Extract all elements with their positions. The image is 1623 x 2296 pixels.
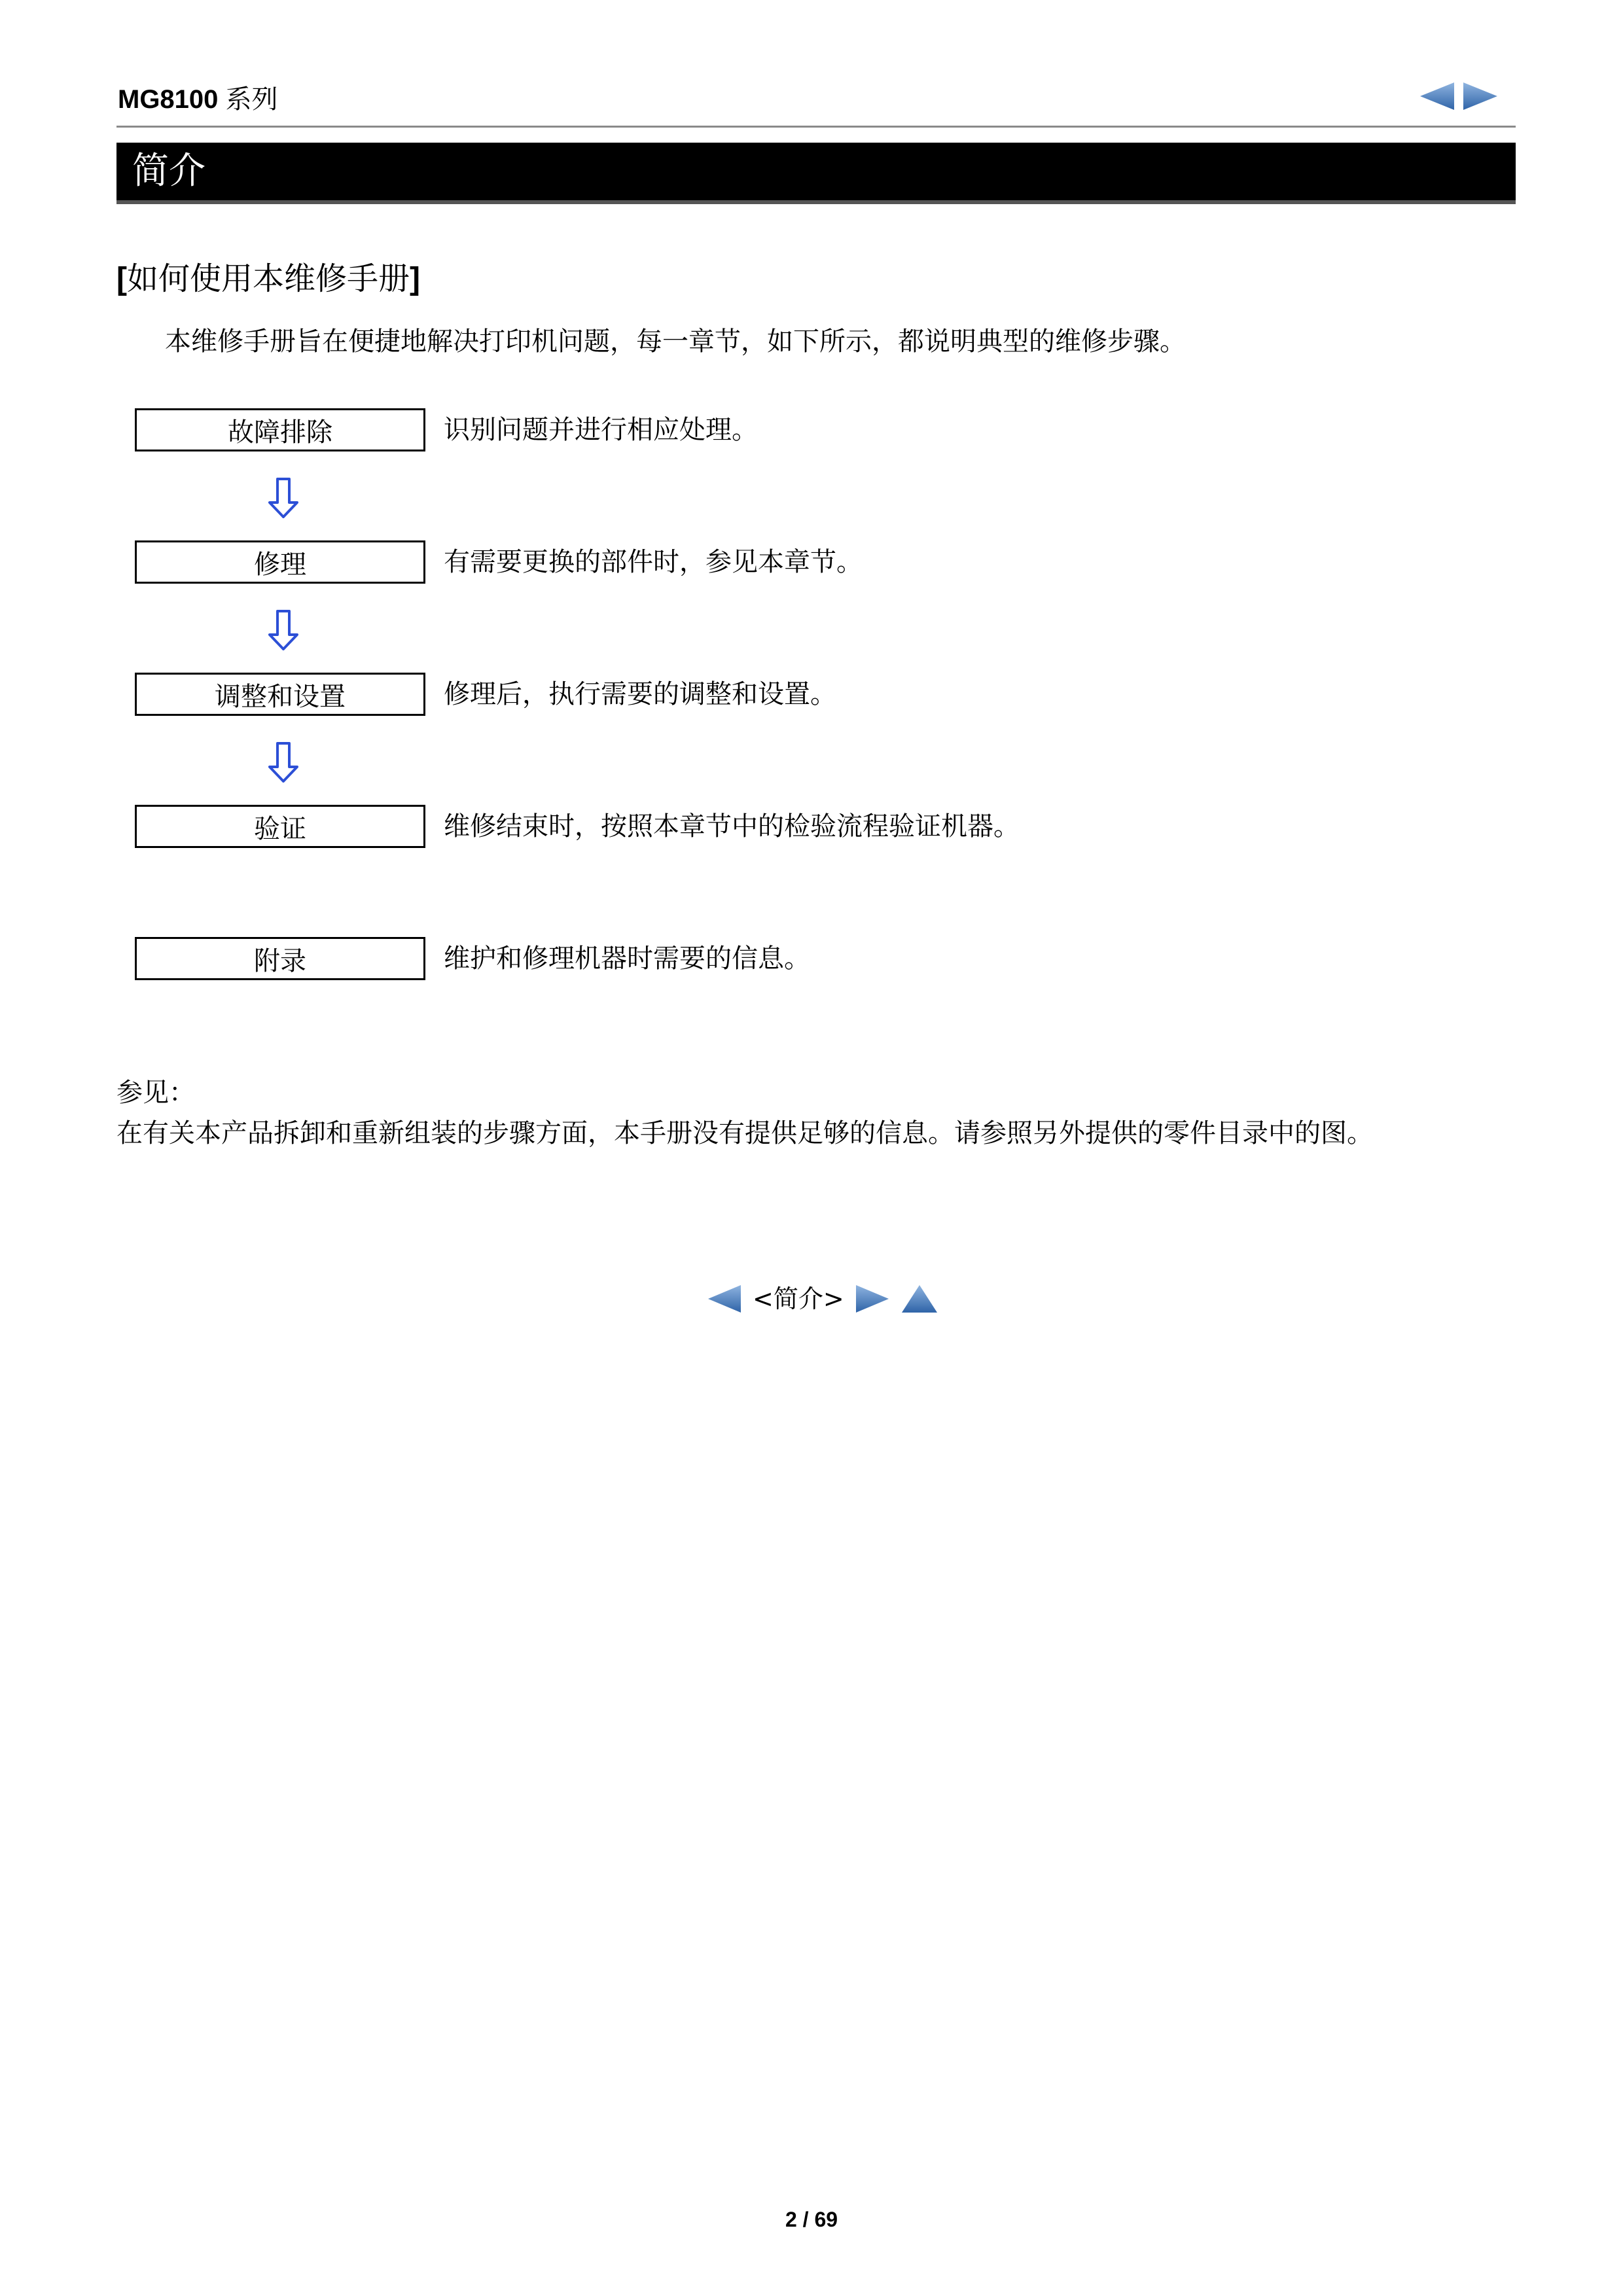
step-description: 识别问题并进行相应处理。: [444, 415, 758, 445]
step-description: 有需要更换的部件时，参见本章节。: [444, 547, 863, 577]
model-series: 系列: [225, 84, 278, 115]
step-box-repair[interactable]: 修理: [135, 540, 425, 584]
chapter-title: 简介: [132, 150, 205, 192]
top-navigation: [1419, 81, 1499, 111]
step-box-verification[interactable]: 验证: [135, 805, 425, 848]
prev-triangle-icon[interactable]: [707, 1284, 742, 1314]
heading-bracket-open: [: [116, 262, 127, 296]
step-box-appendix[interactable]: 附录: [135, 937, 425, 980]
next-triangle-icon[interactable]: [1462, 81, 1499, 111]
down-arrow-icon: [268, 610, 298, 650]
down-arrow-icon: [268, 478, 298, 518]
page-number: 2 / 69: [785, 2208, 838, 2231]
document-model-title: [118, 84, 278, 115]
note-label: 参见：: [116, 1078, 195, 1108]
bottom-navigation: [707, 1282, 938, 1315]
step-description: 修理后，执行需要的调整和设置。: [444, 679, 836, 709]
bottom-nav-chapter-link[interactable]: <简介>: [753, 1284, 844, 1313]
section-heading: [116, 259, 420, 299]
down-arrow-icon: [268, 742, 298, 783]
step-box-adjustment[interactable]: 调整和设置: [135, 673, 425, 716]
model-name: MG8100: [118, 85, 219, 114]
note-text: 在有关本产品拆卸和重新组装的步骤方面，本手册没有提供足够的信息。请参照另外提供的零件目录中的图。: [116, 1118, 1373, 1148]
step-description: 维护和修理机器时需要的信息。: [444, 944, 810, 974]
chapter-title-bar: [116, 143, 1516, 204]
intro-paragraph: 本维修手册旨在便捷地解决打印机问题，每一章节，如下所示，都说明典型的维修步骤。: [165, 327, 1186, 357]
header-divider: [116, 126, 1516, 128]
next-triangle-icon[interactable]: [855, 1284, 890, 1314]
heading-bracket-close: ]: [410, 262, 420, 296]
up-triangle-icon[interactable]: [901, 1284, 938, 1314]
prev-triangle-icon[interactable]: [1419, 81, 1455, 111]
step-box-troubleshooting[interactable]: 故障排除: [135, 408, 425, 451]
heading-text: 如何使用本维修手册: [126, 260, 410, 297]
step-description: 维修结束时，按照本章节中的检验流程验证机器。: [444, 811, 1020, 841]
